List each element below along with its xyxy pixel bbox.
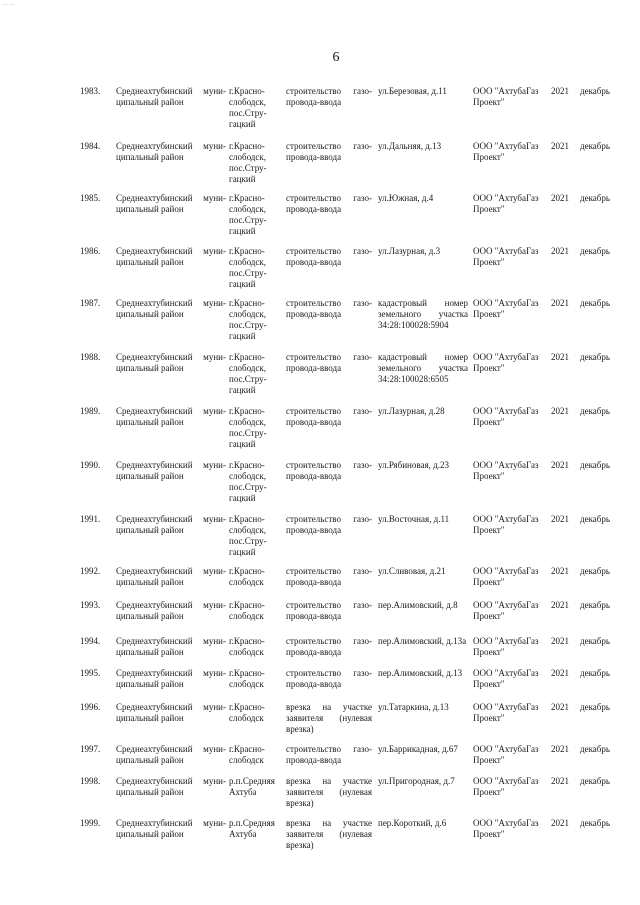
work-line: строительство газо- [286,406,372,416]
year-cell: 2021 [551,352,569,362]
address-line: пер.Алимовский, д.8 [378,600,458,610]
year-cell: 2021 [551,141,569,151]
month-cell: декабрь [580,702,610,712]
organization-cell: ООО "АхтубаГаз Проект" [473,298,539,319]
year-cell: 2021 [551,460,569,470]
month-cell: декабрь [580,86,610,96]
district-cell [116,141,226,163]
district-line: ципальный район [116,97,184,107]
work-type-cell [286,744,372,766]
work-line: врезка) [286,798,314,808]
work-line: провода-ввода [286,97,342,107]
organization-cell: ООО "АхтубаГаз Проект" [473,744,539,765]
district-line: ципальный район [116,257,184,267]
table-row [0,141,640,185]
work-line: провода-ввода [286,204,342,214]
work-line: врезка на участке [286,776,372,786]
year-cell: 2021 [551,246,569,256]
work-line: строительство газо- [286,141,372,151]
work-line: провода-ввода [286,152,342,162]
address-cell [378,514,468,525]
address-cell [378,460,468,471]
year-cell: 2021 [551,193,569,203]
address-line: ул.Сливовая, д.21 [378,566,446,576]
month-cell: декабрь [580,406,610,416]
locality-cell: г.Красно- слободск, пос.Стру- гацкий [229,406,267,449]
district-line: Среднеахтубинский муни- [116,514,226,524]
work-line: строительство газо- [286,246,372,256]
work-type-cell [286,636,372,658]
address-cell [378,352,468,385]
month-cell: декабрь [580,818,610,828]
locality-cell: г.Красно- слободск [229,566,265,587]
work-line: строительство газо- [286,193,372,203]
year-cell: 2021 [551,86,569,96]
table-row [0,193,640,237]
locality-cell: г.Красно- слободск [229,702,265,723]
district-line: ципальный район [116,647,184,657]
district-line: Среднеахтубинский муни- [116,636,226,646]
address-line: 34:28:100028:5904 [378,320,449,330]
organization-cell: ООО "АхтубаГаз Проект" [473,668,539,689]
district-cell [116,514,226,536]
row-number: 1994. [80,636,101,646]
work-type-cell [286,406,372,428]
work-line: провода-ввода [286,679,342,689]
work-type-cell [286,298,372,320]
address-line: ул.Южная, д.4 [378,193,434,203]
address-line: ул.Березовая, д.11 [378,86,447,96]
month-cell: декабрь [580,636,610,646]
year-cell: 2021 [551,600,569,610]
table-row [0,406,640,450]
work-line: заявителя (нулевая [286,829,372,839]
district-line: ципальный район [116,787,184,797]
address-cell [378,246,468,257]
district-cell [116,352,226,374]
work-line: провода-ввода [286,471,342,481]
month-cell: декабрь [580,460,610,470]
address-line: земельного участка [378,309,468,319]
district-line: ципальный район [116,471,184,481]
work-type-cell [286,246,372,268]
address-cell [378,702,468,713]
row-number: 1987. [80,298,101,308]
locality-cell: р.п.Средняя Ахтуба [229,818,275,839]
table-row [0,298,640,342]
work-line: провода-ввода [286,417,342,427]
work-type-cell [286,600,372,622]
year-cell: 2021 [551,702,569,712]
row-number: 1983. [80,86,101,96]
district-cell [116,246,226,268]
address-cell [378,600,468,611]
address-cell [378,744,468,755]
row-number: 1992. [80,566,101,576]
work-type-cell [286,702,372,735]
row-number: 1996. [80,702,101,712]
year-cell: 2021 [551,776,569,786]
row-number: 1988. [80,352,101,362]
organization-cell: ООО "АхтубаГаз Проект" [473,514,539,535]
district-line: ципальный район [116,204,184,214]
address-line: ул.Пригородная, д.7 [378,776,455,786]
organization-cell: ООО "АхтубаГаз Проект" [473,566,539,587]
row-number: 1997. [80,744,101,754]
address-line: ул.Дальняя, д.13 [378,141,442,151]
district-line: ципальный район [116,152,184,162]
district-line: ципальный район [116,417,184,427]
organization-cell: ООО "АхтубаГаз Проект" [473,600,539,621]
work-type-cell [286,352,372,374]
address-cell [378,193,468,204]
organization-cell: ООО "АхтубаГаз Проект" [473,141,539,162]
month-cell: декабрь [580,298,610,308]
work-type-cell [286,86,372,108]
table-row [0,514,640,558]
district-cell [116,193,226,215]
address-line: ул.Лазурная, д.3 [378,246,441,256]
table-row [0,86,640,130]
address-cell [378,818,468,829]
work-type-cell [286,566,372,588]
locality-cell: г.Красно- слободск [229,636,265,657]
work-line: строительство газо- [286,636,372,646]
work-line: строительство газо- [286,460,372,470]
district-line: Среднеахтубинский муни- [116,460,226,470]
locality-cell: г.Красно- слободск, пос.Стру- гацкий [229,141,267,184]
district-line: ципальный район [116,525,184,535]
row-number: 1985. [80,193,101,203]
table-row [0,776,640,820]
year-cell: 2021 [551,566,569,576]
district-cell [116,776,226,798]
year-cell: 2021 [551,818,569,828]
locality-cell: г.Красно- слободск [229,744,265,765]
locality-cell: г.Красно- слободск, пос.Стру- гацкий [229,298,267,341]
district-line: Среднеахтубинский муни- [116,193,226,203]
address-cell [378,636,468,647]
locality-cell: г.Красно- слободск, пос.Стру- гацкий [229,193,267,236]
district-cell [116,460,226,482]
organization-cell: ООО "АхтубаГаз Проект" [473,352,539,373]
address-line: пер.Алимовский, д.13а [378,636,467,646]
address-cell [378,141,468,152]
district-cell [116,566,226,588]
organization-cell: ООО "АхтубаГаз Проект" [473,406,539,427]
work-line: строительство газо- [286,298,372,308]
work-type-cell [286,818,372,851]
organization-cell: ООО "АхтубаГаз Проект" [473,193,539,214]
district-cell [116,744,226,766]
organization-cell: ООО "АхтубаГаз Проект" [473,460,539,481]
work-line: провода-ввода [286,647,342,657]
address-cell [378,668,468,679]
locality-cell: г.Красно- слободск [229,600,265,621]
work-line: строительство газо- [286,514,372,524]
work-type-cell [286,776,372,809]
work-line: строительство газо- [286,744,372,754]
district-line: Среднеахтубинский муни- [116,406,226,416]
district-cell [116,406,226,428]
address-line: земельного участка [378,363,468,373]
district-line: ципальный район [116,755,184,765]
district-line: Среднеахтубинский муни- [116,776,226,786]
month-cell: декабрь [580,246,610,256]
organization-cell: ООО "АхтубаГаз Проект" [473,702,539,723]
address-line: ул.Лазурная, д.28 [378,406,445,416]
work-line: провода-ввода [286,611,342,621]
address-cell [378,406,468,417]
work-line: провода-ввода [286,525,342,535]
year-cell: 2021 [551,744,569,754]
address-line: пер.Алимовский, д.13 [378,668,463,678]
year-cell: 2021 [551,514,569,524]
row-number: 1989. [80,406,101,416]
locality-cell: г.Красно- слободск, пос.Стру- гацкий [229,460,267,503]
district-line: ципальный район [116,679,184,689]
work-line: врезка) [286,840,314,850]
district-cell [116,600,226,622]
work-line: строительство газо- [286,352,372,362]
locality-cell: г.Красно- слободск, пос.Стру- гацкий [229,246,267,289]
district-cell [116,298,226,320]
work-line: провода-ввода [286,309,342,319]
month-cell: декабрь [580,668,610,678]
row-number: 1990. [80,460,101,470]
address-line: кадастровый номер [378,298,468,308]
row-number: 1999. [80,818,101,828]
month-cell: декабрь [580,193,610,203]
address-line: кадастровый номер [378,352,468,362]
organization-cell: ООО "АхтубаГаз Проект" [473,86,539,107]
locality-cell: г.Красно- слободск [229,668,265,689]
work-line: заявителя (нулевая [286,787,372,797]
table-row [0,818,640,862]
district-line: ципальный район [116,577,184,587]
table-row [0,702,640,746]
work-line: строительство газо- [286,668,372,678]
organization-cell: ООО "АхтубаГаз Проект" [473,818,539,839]
row-number: 1998. [80,776,101,786]
district-cell [116,86,226,108]
district-line: Среднеахтубинский муни- [116,352,226,362]
table-row [0,352,640,396]
work-type-cell [286,514,372,536]
work-line: врезка на участке [286,818,372,828]
table-row [0,246,640,290]
month-cell: декабрь [580,566,610,576]
address-line: ул.Рябиновая, д.23 [378,460,449,470]
locality-cell: г.Красно- слободск, пос.Стру- гацкий [229,352,267,395]
month-cell: декабрь [580,514,610,524]
district-line: Среднеахтубинский муни- [116,86,226,96]
address-cell [378,776,468,787]
address-line: 34:28:100028:6505 [378,374,449,384]
district-line: ципальный район [116,309,184,319]
locality-cell: р.п.Средняя Ахтуба [229,776,275,797]
district-line: Среднеахтубинский муни- [116,246,226,256]
page-number: 6 [332,50,340,65]
work-line: строительство газо- [286,86,372,96]
district-cell [116,636,226,658]
address-cell [378,86,468,97]
work-type-cell [286,668,372,690]
district-line: Среднеахтубинский муни- [116,818,226,828]
organization-cell: ООО "АхтубаГаз Проект" [473,636,539,657]
district-line: ципальный район [116,713,184,723]
month-cell: декабрь [580,600,610,610]
month-cell: декабрь [580,352,610,362]
address-line: пер.Короткий, д.6 [378,818,447,828]
row-number: 1986. [80,246,101,256]
month-cell: декабрь [580,776,610,786]
work-line: провода-ввода [286,257,342,267]
work-line: строительство газо- [286,566,372,576]
address-line: ул.Восточная, д.11 [378,514,450,524]
district-cell [116,668,226,690]
table-row [0,460,640,504]
work-type-cell [286,141,372,163]
locality-cell: г.Красно- слободск, пос.Стру- гацкий [229,86,267,129]
district-line: Среднеахтубинский муни- [116,600,226,610]
year-cell: 2021 [551,406,569,416]
district-line: Среднеахтубинский муни- [116,141,226,151]
work-line: врезка на участке [286,702,372,712]
district-cell [116,818,226,840]
work-line: строительство газо- [286,600,372,610]
work-line: врезка) [286,724,314,734]
address-line: ул.Татаркина, д.13 [378,702,449,712]
row-number: 1993. [80,600,101,610]
district-line: ципальный район [116,611,184,621]
corner-mark: — — [2,2,16,8]
district-cell [116,702,226,724]
work-line: провода-ввода [286,577,342,587]
locality-cell: г.Красно- слободск, пос.Стру- гацкий [229,514,267,557]
year-cell: 2021 [551,298,569,308]
row-number: 1995. [80,668,101,678]
district-line: Среднеахтубинский муни- [116,298,226,308]
organization-cell: ООО "АхтубаГаз Проект" [473,776,539,797]
district-line: Среднеахтубинский муни- [116,668,226,678]
address-cell [378,566,468,577]
month-cell: декабрь [580,744,610,754]
organization-cell: ООО "АхтубаГаз Проект" [473,246,539,267]
year-cell: 2021 [551,636,569,646]
work-line: заявителя (нулевая [286,713,372,723]
address-line: ул.Баррикадная, д.67 [378,744,458,754]
work-type-cell [286,460,372,482]
district-line: ципальный район [116,363,184,373]
work-line: провода-ввода [286,755,342,765]
year-cell: 2021 [551,668,569,678]
district-line: Среднеахтубинский муни- [116,702,226,712]
district-line: ципальный район [116,829,184,839]
month-cell: декабрь [580,141,610,151]
row-number: 1991. [80,514,101,524]
row-number: 1984. [80,141,101,151]
district-line: Среднеахтубинский муни- [116,744,226,754]
work-line: провода-ввода [286,363,342,373]
work-type-cell [286,193,372,215]
address-cell [378,298,468,331]
district-line: Среднеахтубинский муни- [116,566,226,576]
